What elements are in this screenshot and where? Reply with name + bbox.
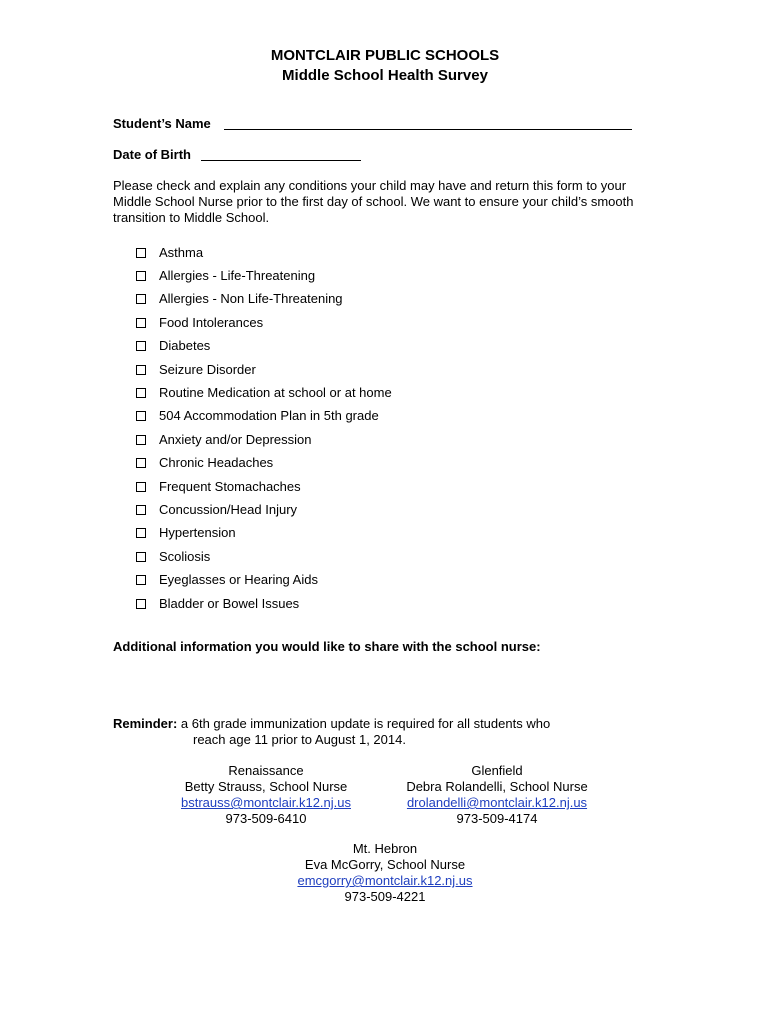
- condition-item: [136, 335, 392, 358]
- condition-item: [136, 545, 392, 568]
- condition-item: [136, 452, 392, 475]
- conditions-checklist: [136, 241, 392, 615]
- nurse-name: Eva McGorry, School Nurse: [304, 857, 466, 872]
- school-name: Renaissance: [228, 763, 304, 778]
- condition-label: Seizure Disorder: [159, 361, 256, 377]
- condition-item: [136, 475, 392, 498]
- condition-label: Frequent Stomachaches: [159, 478, 301, 494]
- condition-label: Routine Medication at school or at home: [159, 385, 392, 401]
- condition-item: [136, 288, 392, 311]
- contact-renaissance: [156, 763, 376, 827]
- condition-label: Diabetes: [159, 338, 211, 354]
- condition-item: [136, 381, 392, 404]
- email-link[interactable]: bstrauss@montclair.k12.nj.us: [181, 795, 351, 810]
- nurse-name: Betty Strauss, School Nurse: [184, 779, 348, 794]
- additional-info-label: Additional information you would like to share with the school nurse:: [113, 639, 541, 654]
- district-title: MONTCLAIR PUBLIC SCHOOLS: [270, 47, 500, 64]
- condition-item: [136, 592, 392, 615]
- condition-item: [136, 264, 392, 287]
- phone-number: 973-509-6410: [225, 811, 307, 826]
- condition-label: Asthma: [159, 244, 204, 260]
- condition-item: [136, 358, 392, 381]
- phone-number: 973-509-4174: [456, 811, 538, 826]
- condition-label: Anxiety and/or Depression: [159, 431, 312, 447]
- condition-item: [136, 568, 392, 591]
- contact-glenfield: [387, 763, 607, 827]
- condition-item: [136, 428, 392, 451]
- dob-line[interactable]: [201, 160, 361, 161]
- reminder-text-line2: reach age 11 prior to August 1, 2014.: [193, 732, 406, 747]
- checkbox[interactable]: [136, 411, 146, 421]
- checkbox[interactable]: [136, 528, 146, 538]
- checkbox[interactable]: [136, 294, 146, 304]
- school-name: Mt. Hebron: [352, 841, 418, 856]
- contact-mt-hebron: [275, 841, 495, 905]
- condition-label: Allergies - Non Life-Threatening: [159, 291, 343, 307]
- condition-label: Concussion/Head Injury: [159, 501, 298, 517]
- condition-item: [136, 522, 392, 545]
- nurse-name: Debra Rolandelli, School Nurse: [406, 779, 588, 794]
- checkbox[interactable]: [136, 318, 146, 328]
- checkbox[interactable]: [136, 365, 146, 375]
- school-name: Glenfield: [471, 763, 523, 778]
- condition-label: 504 Accommodation Plan in 5th grade: [159, 408, 379, 424]
- condition-item: [136, 405, 392, 428]
- checkbox[interactable]: [136, 599, 146, 609]
- dob-label: Date of Birth: [113, 147, 191, 162]
- email-link[interactable]: emcgorry@montclair.k12.nj.us: [297, 873, 473, 888]
- condition-label: Chronic Headaches: [159, 455, 274, 471]
- condition-label: Bladder or Bowel Issues: [159, 595, 300, 611]
- reminder-text-line1: a 6th grade immunization update is required for all students who: [177, 716, 551, 731]
- reminder-label: Reminder:: [113, 716, 178, 731]
- student-name-line[interactable]: [224, 129, 632, 130]
- email-link[interactable]: drolandelli@montclair.k12.nj.us: [406, 795, 588, 810]
- condition-label: Scoliosis: [159, 548, 211, 564]
- checkbox[interactable]: [136, 552, 146, 562]
- condition-label: Allergies - Life-Threatening: [159, 268, 316, 284]
- condition-item: [136, 498, 392, 521]
- checkbox[interactable]: [136, 435, 146, 445]
- reminder-note: [113, 716, 613, 748]
- condition-label: Food Intolerances: [159, 314, 264, 330]
- form-title: Middle School Health Survey: [282, 67, 488, 84]
- instructions-paragraph: Please check and explain any conditions your child may have and return this form to your Middle School Nurse prior to the first day of school. We want to ensure your child’s smooth transition to Middle School.: [113, 178, 634, 225]
- checkbox[interactable]: [136, 271, 146, 281]
- condition-label: Eyeglasses or Hearing Aids: [159, 572, 318, 588]
- condition-label: Hypertension: [159, 525, 236, 541]
- checkbox[interactable]: [136, 458, 146, 468]
- checkbox[interactable]: [136, 505, 146, 515]
- checkbox[interactable]: [136, 341, 146, 351]
- phone-number: 973-509-4221: [344, 889, 426, 904]
- condition-item: [136, 241, 392, 264]
- checkbox[interactable]: [136, 248, 146, 258]
- checkbox[interactable]: [136, 575, 146, 585]
- student-name-label: Student’s Name: [113, 116, 211, 131]
- condition-item: [136, 311, 392, 334]
- checkbox[interactable]: [136, 482, 146, 492]
- checkbox[interactable]: [136, 388, 146, 398]
